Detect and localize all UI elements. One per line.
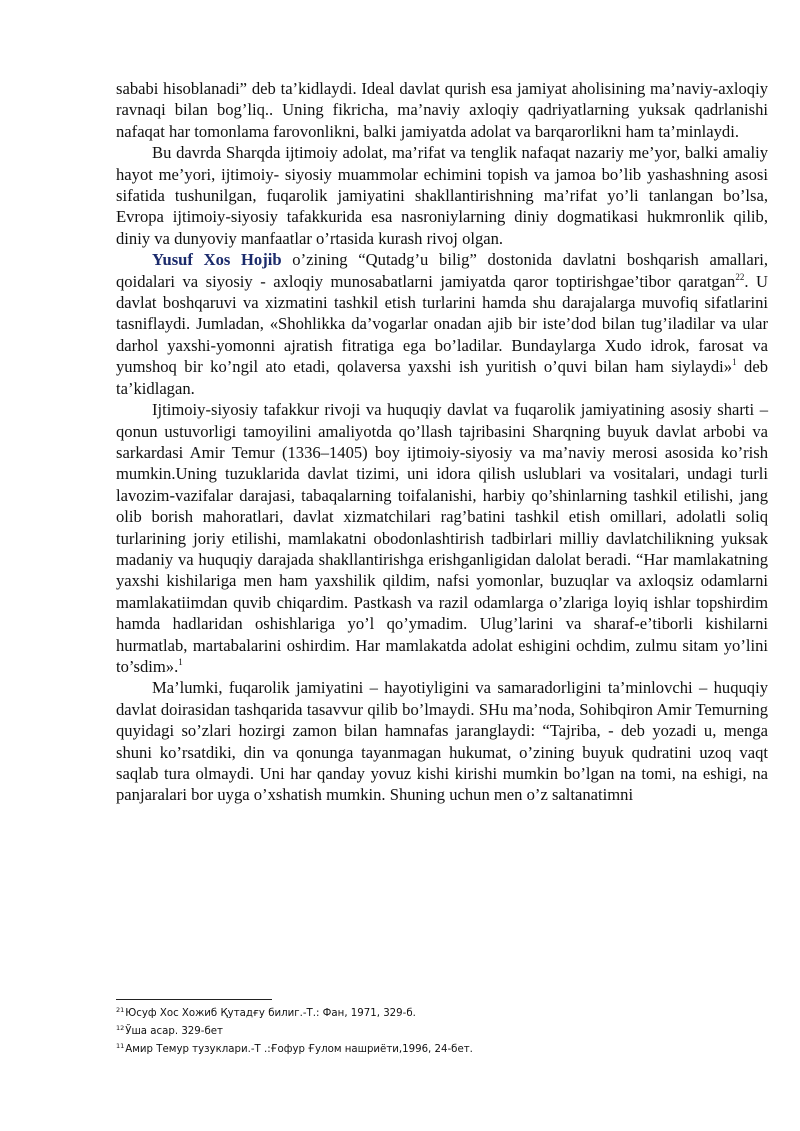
footnote-1 [116, 1005, 768, 1023]
paragraph-3-part-b: . U davlat boshqaruvi va xizmatini tashkil etish turlarini hamda shu darajalarga muvofiq sifatlarini tasniflaydi. Jumladan, «Shohlikka da’vogarlar onadan ajib bir iste’dod bilan tug’iladilar va ular darhol yaxshi-yomonni ajratish fitratiga ega bo’ladilar. Bundaylarga Xudo idrok, farosat va yumshoq bir ko’ngil ato etadi, qolaversa yaxshi ish yuritish o’quvi bilan ham siylaydi» [116, 271, 769, 377]
body-text [116, 78, 768, 806]
paragraph-1: sababi hisoblanadi” deb ta’kidlaydi. Ideal davlat qurish esa jamiyat aholisining ma’naviy-axloqiy ravnaqi bilan bog’liq.. Uning fikricha, ma’naviy axloqiy qadriyatlarning yuksak qadrlanishi nafaqat har tomonlama farovonlikni, balki jamiyatda adolat va barqarorlikni ham ta’minlaydi. [116, 79, 768, 141]
paragraph-2: Bu davrda Sharqda ijtimoiy adolat, ma’rifat va tenglik nafaqat nazariy me’yor, balki amaliy hayot me’yori, ijtimoiy- siyosiy muammolar echimini topish va jamoa bo’lib yashashning asosi sifatida tushunilgan, fuqarolik jamiyatini shakllantirishning ma’rifat yo’li tanlangan bo’lsa, Evropa ijtimoiy-siyosiy tafakkurida esa nasroniylarning diniy dogmatikasi hukmronlik qilib, diniy va dunyoviy manfaatlar o’rtasida kurash rivoj olgan. [116, 143, 768, 248]
paragraph-5: Ma’lumki, fuqarolik jamiyatini – hayotiyligini va samaradorligini ta’minlovchi – huquqiy davlat doirasidan tashqarida tasavvur qilib bo’lmaydi. SHu ma’noda, Sohibqiron Amir Temurning quyidagi so’zlari hozirgi zamon bilan hamnafas jaranglaydi: “Tajriba, - deb yozadi u, menga shuni ko’rsatdiki, din va qonunga tayanmagan hukumat, o’zining buyuk qudratini uzoq vaqt saqlab tura olmaydi. Uni har qanday yovuz kishi kirishi mumkin bo’lgan na tomi, na eshigi, na panjaralari bor uyga o’xshatish mumkin. Shuning uchun men o’z saltanatimni [116, 678, 768, 805]
footnote-3 [116, 1041, 768, 1059]
footnote-mark: 11 [116, 1042, 125, 1050]
author-name: Yusuf Xos Hojib [152, 250, 282, 270]
footnotes [116, 1005, 768, 1059]
footnote-text: Юсуф Хос Хожиб Қутадғу билиг.-Т.: Фан, 1971, 329-б. [125, 1008, 416, 1019]
footnote-separator [116, 999, 272, 1000]
footnote-mark: 21 [116, 1006, 125, 1014]
paragraph-4 [116, 399, 768, 677]
footnote-ref-1b[interactable]: 1 [178, 656, 183, 667]
footnote-2 [116, 1023, 768, 1041]
paragraph-3-part-a: o’zining “Qutadg’u bilig” dostonida davlatni boshqarish amallari, qoidalari va siyosiy - axloqiy munosabatlarni jamiyatda qaror toptirishgae’tibor qaratgan [116, 250, 768, 291]
paragraph-3 [116, 249, 768, 399]
footnote-ref-22[interactable]: 22 [735, 271, 745, 282]
paragraph-4-text: Ijtimoiy-siyosiy tafakkur rivoji va huquqiy davlat va fuqarolik jamiyatining asosiy sharti – qonun ustuvorligi tamoyilini amaliyotda qo’llash tajribasini Sharqning buyuk davlat arbobi va sarkardasi Amir Temur (1336–1405) boy ijtimoiy-siyosiy va ma’naviy merosi asosida ko’rish mumkin.Uning tuzuklarida davlat tizimi, uni idora qilish uslublari va vositalari, undagi turli lavozim-vazifalar darajasi, tabaqalarning toifalanishi, harbiy qo’shinlarning tashkil etilishi, jang olib borish mahoratlari, davlat xizmatchilari rag’batini tashkil etish omillari, adolatli soliq turlarining joriy etilishi, mamlakatni obodonlashtirish tadbirlari milliy davlatchilikning yuksak madaniy va huquqiy darajada shakllantirishga erishganligidan dalolat beradi. “Har mamlakatning yaxshi kishilariga men ham yaxshilik qildim, nafsi yomonlar, buzuqlar va axloqsiz odamlarni mamlakatiimdan quvib chiqardim. Pastkash va razil odamlarga o’zlariga loyiq ishlar topshirdim hamda hadlaridan oshishlariga yo’l qo’ymadim. Ulug’larini va sharaf-e’tiborli kishilarni hurmatlab, martabalarini oshirdim. Har mamlakatda adolat eshigini ochdim, zulmu sitam yo’lini to’sdim». [116, 400, 768, 676]
footnote-text: Ўша асар. 329-бет [125, 1026, 223, 1037]
footnote-ref-1[interactable]: 1 [732, 357, 737, 368]
footnote-text: Амир Темур тузуклари.-Т .:Ғофур Ғулом нашриёти,1996, 24-бет. [125, 1044, 473, 1055]
paragraph-3-part-c: deb ta’kidlagan. [116, 357, 768, 398]
footnote-mark: 12 [116, 1024, 125, 1032]
